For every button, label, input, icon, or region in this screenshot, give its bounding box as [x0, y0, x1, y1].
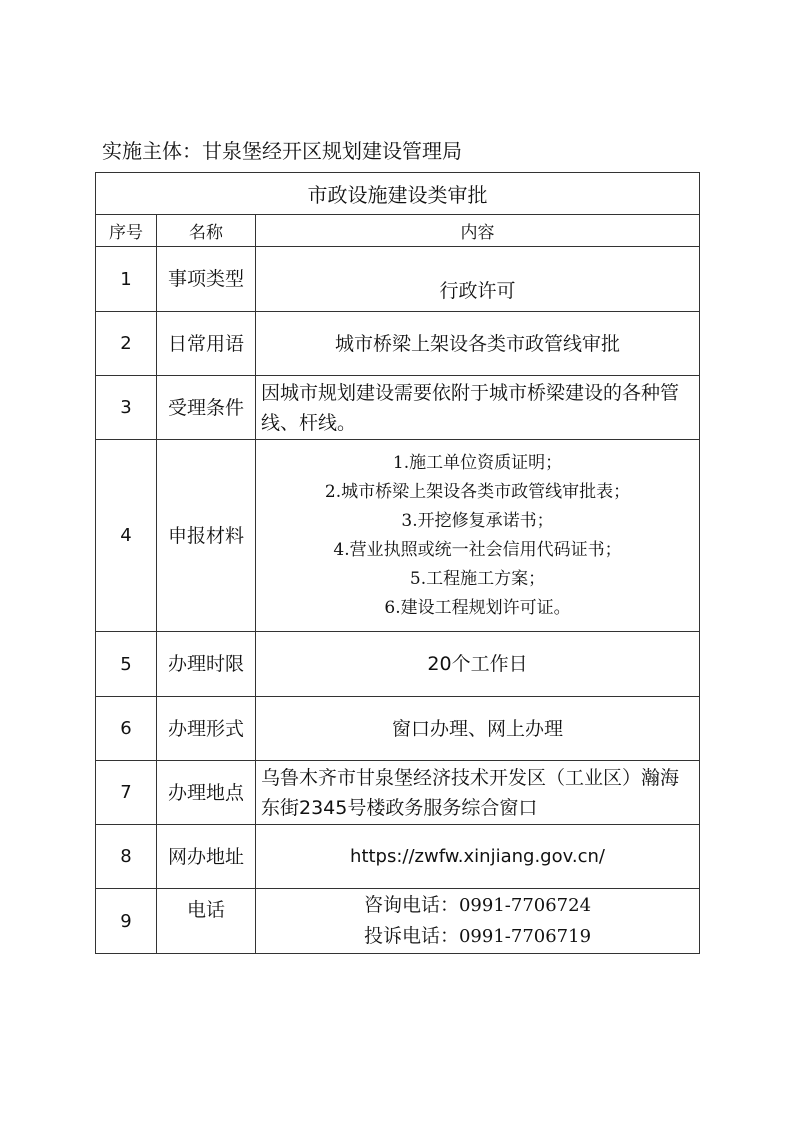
row-index: 5 [96, 632, 157, 697]
row-content: 窗口办理、网上办理 [256, 697, 700, 761]
table-header-row [96, 215, 700, 247]
column-header-name: 名称 [157, 215, 256, 247]
table-title: 市政设施建设类审批 [96, 173, 700, 215]
table-row [96, 312, 700, 376]
table-row [96, 889, 700, 954]
row-content: 行政许可 [256, 247, 700, 312]
materials-list [256, 440, 700, 632]
row-index: 3 [96, 376, 157, 440]
list-item: 3.开挖修复承诺书； [401, 510, 554, 531]
table-title-row [96, 173, 700, 215]
online-service-url[interactable]: https://zwfw.xinjiang.gov.cn/ [256, 825, 700, 889]
row-name: 办理时限 [157, 632, 256, 697]
row-content: 城市桥梁上架设各类市政管线审批 [256, 312, 700, 376]
list-item: 2.城市桥梁上架设各类市政管线审批表； [324, 481, 631, 502]
row-content: 乌鲁木齐市甘泉堡经济技术开发区（工业区）瀚海东街2345号楼政务服务综合窗口 [256, 761, 700, 825]
consult-phone-number: 0991-7706724 [458, 895, 592, 916]
row-index: 6 [96, 697, 157, 761]
row-index: 2 [96, 312, 157, 376]
row-name: 办理形式 [157, 697, 256, 761]
consult-phone-label: 咨询电话： [363, 894, 459, 916]
table-row [96, 761, 700, 825]
row-name: 电话 [157, 889, 256, 954]
consult-phone [256, 890, 699, 921]
row-index: 8 [96, 825, 157, 889]
complaint-phone-number: 0991-7706719 [458, 926, 592, 947]
list-item: 4.营业执照或统一社会信用代码证书； [333, 539, 622, 560]
list-item: 1.施工单位资质证明； [392, 452, 563, 473]
table-row [96, 376, 700, 440]
row-index: 1 [96, 247, 157, 312]
implementing-agency: 实施主体：甘泉堡经开区规划建设管理局 [102, 139, 462, 163]
row-content: 因城市规划建设需要依附于城市桥梁建设的各种管线、杆线。 [256, 376, 700, 440]
column-header-index: 序号 [96, 215, 157, 247]
table-row [96, 440, 700, 632]
row-name: 网办地址 [157, 825, 256, 889]
row-index: 4 [96, 440, 157, 632]
row-name: 办理地点 [157, 761, 256, 825]
row-index: 9 [96, 889, 157, 954]
table-row [96, 825, 700, 889]
row-name: 受理条件 [157, 376, 256, 440]
table-row [96, 247, 700, 312]
row-name: 日常用语 [157, 312, 256, 376]
row-index: 7 [96, 761, 157, 825]
table-row [96, 697, 700, 761]
column-header-content: 内容 [256, 215, 700, 247]
list-item: 5.工程施工方案； [409, 568, 546, 589]
approval-table [95, 172, 700, 954]
table-row [96, 632, 700, 697]
complaint-phone [256, 921, 699, 952]
list-item: 6.建设工程规划许可证。 [384, 597, 571, 618]
row-name: 事项类型 [157, 247, 256, 312]
row-name: 申报材料 [157, 440, 256, 632]
row-content: 20个工作日 [256, 632, 700, 697]
complaint-phone-label: 投诉电话： [363, 925, 459, 947]
phone-cell [256, 889, 700, 954]
